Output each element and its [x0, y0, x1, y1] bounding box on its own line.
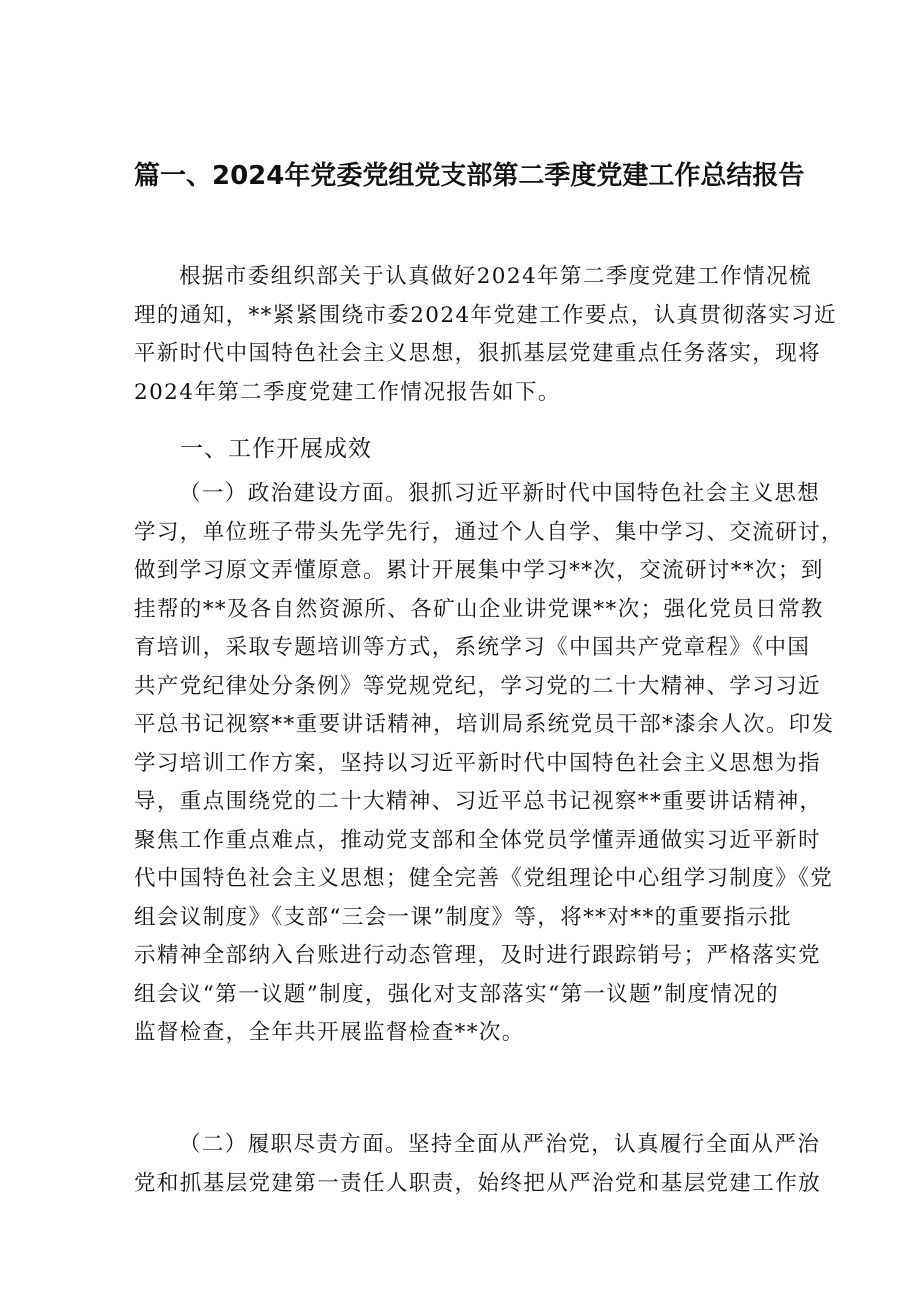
paragraph-line: 组会议“第一议题”制度，强化对支部落实“第一议题”制度情况的: [134, 981, 779, 1007]
paragraph-line: 做到学习原文弄懂原意。累计开展集中学习**次，交流研讨**次；到: [134, 558, 824, 583]
intro-line: 根据市委组织部关于认真做好2024年第二季度党建工作情况梳: [179, 264, 812, 289]
paragraph-line: 代中国特色社会主义思想；健全完善《党组理论中心组学习制度》《党: [134, 866, 834, 891]
intro-paragraph: [134, 258, 837, 412]
paragraph-line: 监督检查，全年共开展监督检查**次。: [134, 1020, 525, 1045]
paragraph-line: 学习培训工作方案，坚持以习近平新时代中国特色社会主义思想为指: [134, 750, 822, 776]
paragraph-line: 平总书记视察**重要讲话精神，培训局系统党员干部*漆余人次。印发: [134, 712, 835, 737]
political-construction-paragraph: [134, 475, 844, 1053]
paragraph-line: 育培训，采取专题培训等方式，系统学习《中国共产党章程》《中国: [134, 635, 811, 660]
duty-performance-paragraph: [134, 1126, 822, 1203]
paragraph-line: 组会议制度》《支部“三会一课”制度》等，将**对**的重要指示批: [134, 904, 793, 930]
intro-line: 2024年第二季度党建工作情况报告如下。: [134, 379, 561, 405]
paragraph-line: 共产党纪律处分条例》等党规党纪，学习党的二十大精神、学习习近: [134, 673, 822, 699]
paragraph-line: 党和抓基层党建第一责任人职责，始终把从严治党和基层党建工作放: [134, 1170, 822, 1196]
intro-line: 平新时代中国特色社会主义思想，狠抓基层党建重点任务落实，现将: [134, 341, 822, 366]
document-title: 篇一、2024年党委党组党支部第二季度党建工作总结报告: [134, 161, 805, 191]
paragraph-line: （二）履职尽责方面。坚持全面从严治党，认真履行全面从严治: [179, 1132, 821, 1157]
paragraph-line: 聚焦工作重点难点，推动党支部和全体党员学懂弄通做实习近平新时: [134, 827, 822, 853]
section-heading: 一、工作开展成效: [180, 436, 372, 462]
paragraph-line: 挂帮的**及各自然资源所、各矿山企业讲党课**次；强化党员日常教: [134, 596, 824, 622]
paragraph-line: 学习，单位班子带头先学先行，通过个人自学、集中学习、交流研讨，: [134, 519, 844, 545]
intro-line: 理的通知，**紧紧围绕市委2024年党建工作要点，认真贯彻落实习近: [134, 302, 837, 328]
paragraph-line: 示精神全部纳入台账进行动态管理，及时进行跟踪销号；严格落实党: [134, 943, 822, 968]
paragraph-line: （一）政治建设方面。狠抓习近平新时代中国特色社会主义思想: [179, 481, 821, 506]
paragraph-line: 导，重点围绕党的二十大精神、习近平总书记视察**重要讲话精神，: [134, 789, 823, 814]
